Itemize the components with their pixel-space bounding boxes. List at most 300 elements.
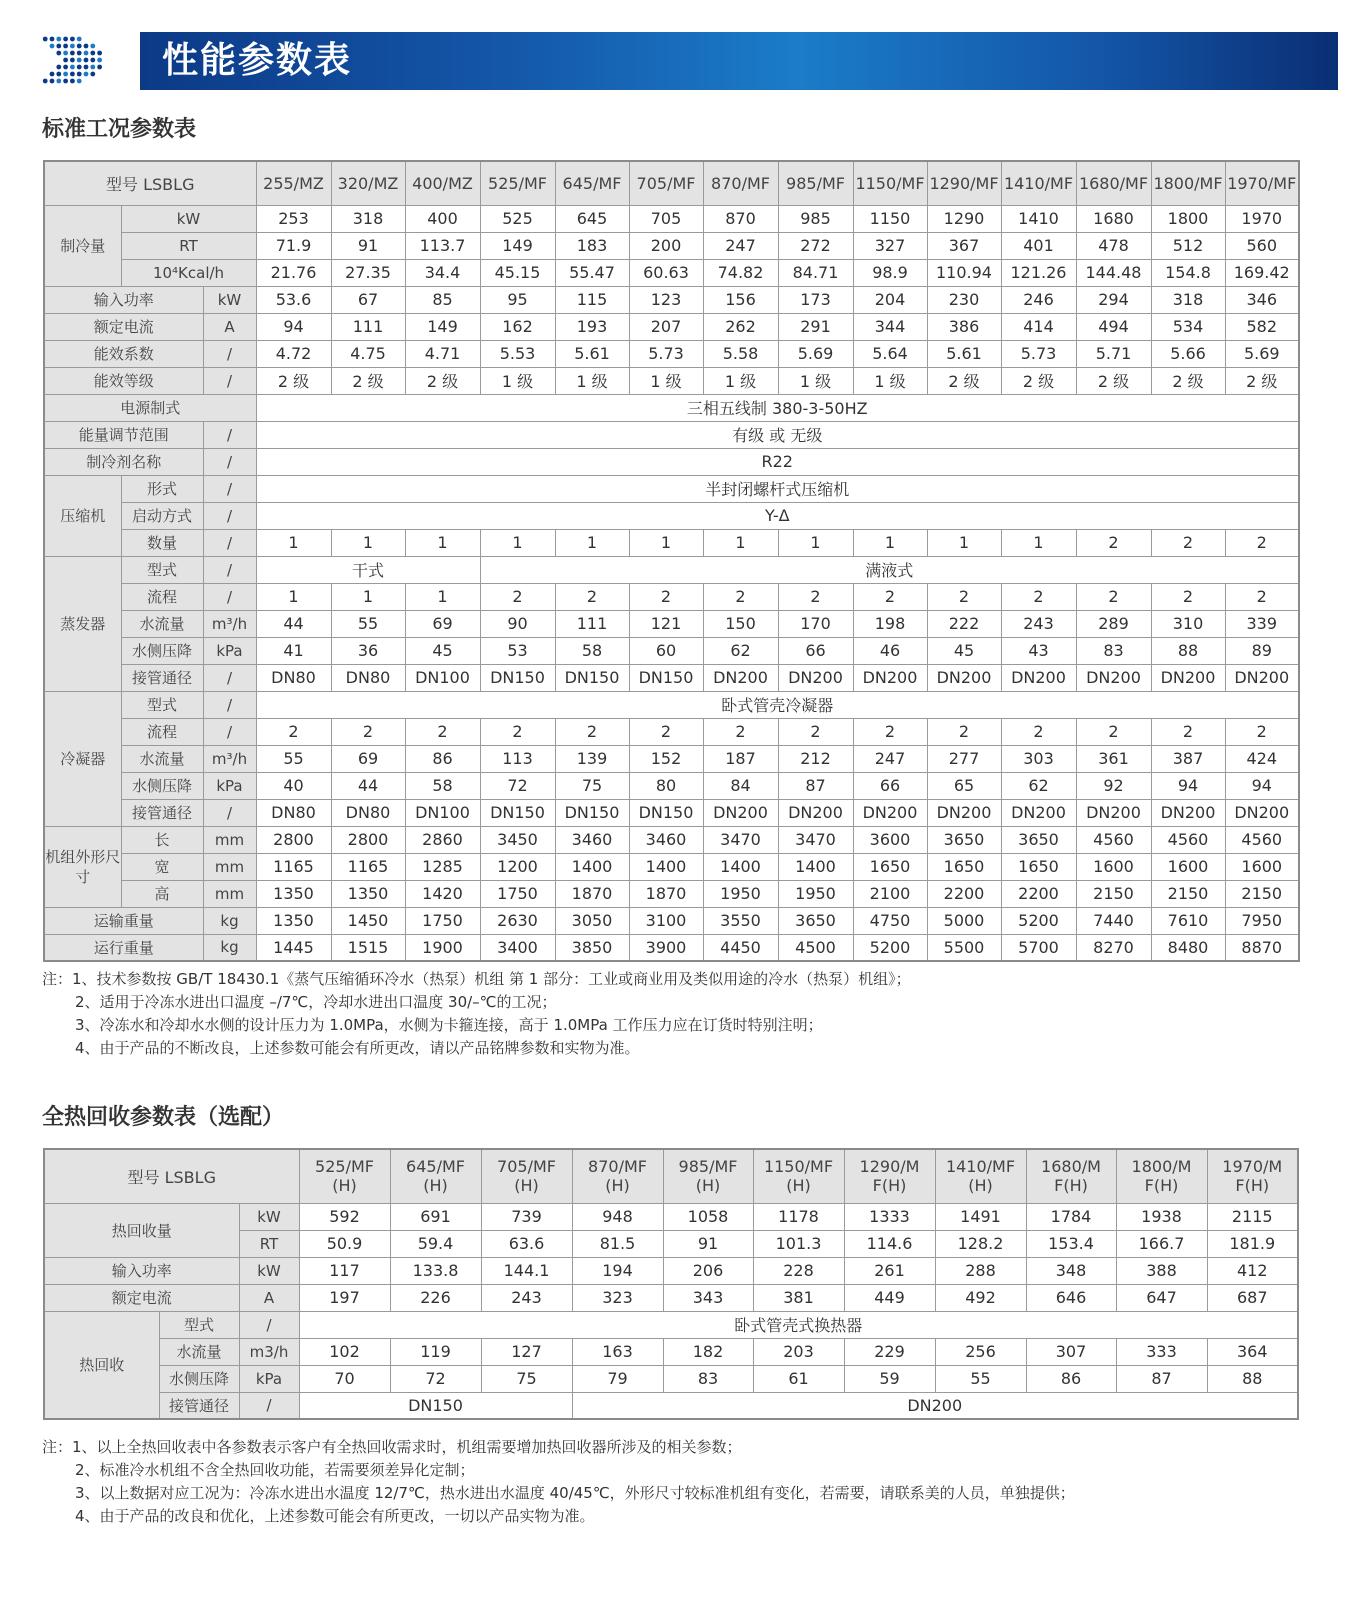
rated-current: 687 (1207, 1284, 1298, 1311)
cooling-kcal: 144.48 (1076, 259, 1151, 286)
compressor-qty: 1 (853, 529, 927, 556)
cop: 5.66 (1151, 340, 1225, 367)
sub-label: 接管通径 (121, 664, 203, 691)
logo-dot (77, 72, 82, 77)
rated-current: 344 (853, 313, 927, 340)
logo-dot (70, 65, 75, 70)
cond-pass: 2 (629, 718, 703, 745)
sub-label: 水侧压降 (159, 1365, 239, 1392)
cooling-kw: 985 (778, 205, 853, 232)
sub-label: 水流量 (121, 745, 203, 772)
shipping-weight: 3100 (629, 907, 703, 934)
shipping-weight: 7440 (1076, 907, 1151, 934)
rated-current: 534 (1151, 313, 1225, 340)
model-header (1207, 1149, 1298, 1203)
model-header (935, 1149, 1026, 1203)
efficiency-grade: 1 级 (853, 367, 927, 394)
logo-dot (63, 51, 68, 56)
cooling-kcal: 27.35 (331, 259, 405, 286)
model-name: 870/MF (588, 1157, 647, 1177)
model-header: 400/MZ (405, 161, 480, 205)
hr-pressure-drop: 87 (1116, 1365, 1207, 1392)
model-name: 1680/M (1041, 1157, 1101, 1177)
model-suffix: F(H) (1054, 1176, 1088, 1196)
cond-drop: 40 (256, 772, 331, 799)
table-row (44, 421, 1299, 448)
cop: 5.58 (703, 340, 778, 367)
cop: 4.71 (405, 340, 480, 367)
cond-flow: 113 (480, 745, 555, 772)
row-label-dimensions: 机组外形尺寸 (44, 826, 121, 907)
evap-pass: 2 (1151, 583, 1225, 610)
sub-label: 接管通径 (159, 1392, 239, 1419)
shipping-weight: 2630 (480, 907, 555, 934)
cond-pipe: DN200 (778, 799, 853, 826)
cooling-kw: 253 (256, 205, 331, 232)
hr-rt: 59.4 (390, 1230, 481, 1257)
logo-dot (97, 58, 102, 63)
cooling-kw: 1800 (1151, 205, 1225, 232)
cooling-kw: 870 (703, 205, 778, 232)
table-row (44, 853, 1299, 880)
table-row (44, 610, 1299, 637)
table-row (44, 286, 1299, 313)
hr-rt: 50.9 (299, 1230, 390, 1257)
logo-dot (50, 44, 55, 49)
note-line: 2、标准冷水机组不含全热回收功能，若需要须差异化定制； (75, 1461, 475, 1479)
dim-height: 1950 (778, 880, 853, 907)
cond-flow: 139 (555, 745, 629, 772)
unit-label: / (203, 556, 256, 583)
evap-pipe: DN200 (1076, 664, 1151, 691)
sub-label: 宽 (121, 853, 203, 880)
model-suffix: F(H) (872, 1176, 907, 1196)
dim-width: 1400 (778, 853, 853, 880)
model-name: 705/MF (497, 1157, 556, 1177)
cond-drop: 44 (331, 772, 405, 799)
evap-pass: 2 (1001, 583, 1076, 610)
efficiency-grade: 2 级 (1225, 367, 1299, 394)
hr-pressure-drop: 61 (753, 1365, 844, 1392)
hr-pressure-drop: 86 (1026, 1365, 1116, 1392)
model-header (1026, 1149, 1116, 1203)
evap-pipe: DN200 (1151, 664, 1225, 691)
model-header: 1150/MF (853, 161, 927, 205)
evap-pass: 2 (555, 583, 629, 610)
unit-label: kPa (203, 772, 256, 799)
rated-current: 111 (331, 313, 405, 340)
model-header (390, 1149, 481, 1203)
dim-height: 2150 (1225, 880, 1299, 907)
table-row (44, 826, 1299, 853)
rated-current: 162 (480, 313, 555, 340)
cond-pass: 2 (1151, 718, 1225, 745)
evap-drop: 89 (1225, 637, 1299, 664)
rated-current: 207 (629, 313, 703, 340)
unit-label: / (203, 718, 256, 745)
cop: 5.61 (555, 340, 629, 367)
dim-length: 3460 (629, 826, 703, 853)
evap-pass: 1 (331, 583, 405, 610)
evap-drop: 88 (1151, 637, 1225, 664)
rated-current: 243 (481, 1284, 572, 1311)
cond-pipe: DN200 (927, 799, 1001, 826)
hr-type: 卧式管壳式换热器 (299, 1311, 1298, 1338)
hr-pipe-b: DN200 (572, 1392, 1298, 1419)
model-suffix: F(H) (1235, 1176, 1270, 1196)
shipping-weight: 5200 (1001, 907, 1076, 934)
logo-dot (97, 51, 102, 56)
model-name: 1970/M (1222, 1157, 1283, 1177)
shipping-weight: 3050 (555, 907, 629, 934)
cond-drop: 87 (778, 772, 853, 799)
evap-pipe: DN200 (703, 664, 778, 691)
rated-current: 381 (753, 1284, 844, 1311)
cop: 5.53 (480, 340, 555, 367)
input-power: 173 (778, 286, 853, 313)
operating-weight: 4500 (778, 934, 853, 961)
evap-pipe: DN200 (778, 664, 853, 691)
evap-pass: 2 (853, 583, 927, 610)
cooling-kw: 1680 (1076, 205, 1151, 232)
dim-length: 3460 (555, 826, 629, 853)
efficiency-grade: 2 级 (1076, 367, 1151, 394)
dim-length: 2800 (256, 826, 331, 853)
evap-flow: 90 (480, 610, 555, 637)
input-power: 348 (1026, 1257, 1116, 1284)
hr-rt: 91 (663, 1230, 753, 1257)
rated-current: 193 (555, 313, 629, 340)
model-suffix: (H) (332, 1176, 357, 1196)
logo-dot (70, 37, 75, 42)
input-power: 144.1 (481, 1257, 572, 1284)
table-row (44, 1392, 1298, 1419)
logo-dot (70, 72, 75, 77)
model-header: 525/MF (480, 161, 555, 205)
dim-length: 3650 (927, 826, 1001, 853)
unit-label: / (203, 583, 256, 610)
table-row (44, 502, 1299, 529)
sub-label: 水侧压降 (121, 637, 203, 664)
cond-pipe: DN150 (629, 799, 703, 826)
cond-pass: 2 (1076, 718, 1151, 745)
logo-dot (84, 72, 89, 77)
table-row (44, 1257, 1298, 1284)
compressor-qty: 1 (331, 529, 405, 556)
evap-drop: 62 (703, 637, 778, 664)
row-label-efficiency-grade: 能效等级 (44, 367, 203, 394)
note-line: 4、由于产品的改良和优化，上述参数可能会有所更改，一切以产品实物为准。 (75, 1507, 595, 1525)
cond-drop: 75 (555, 772, 629, 799)
cooling-kcal: 169.42 (1225, 259, 1299, 286)
model-name: 1800/M (1131, 1157, 1192, 1177)
evap-flow: 243 (1001, 610, 1076, 637)
cooling-kw: 705 (629, 205, 703, 232)
evap-flow: 222 (927, 610, 1001, 637)
rated-current: 582 (1225, 313, 1299, 340)
dim-height: 1350 (256, 880, 331, 907)
input-power: 294 (1076, 286, 1151, 313)
model-name: 1150/MF (763, 1157, 834, 1177)
sub-label: 高 (121, 880, 203, 907)
evap-pipe: DN100 (405, 664, 480, 691)
operating-weight: 5200 (853, 934, 927, 961)
logo-dot (63, 58, 68, 63)
standard-notes (42, 968, 911, 1060)
dim-height: 2200 (927, 880, 1001, 907)
input-power: 288 (935, 1257, 1026, 1284)
cooling-kcal: 60.63 (629, 259, 703, 286)
cond-flow: 424 (1225, 745, 1299, 772)
hr-kw: 691 (390, 1203, 481, 1230)
dim-height: 1950 (703, 880, 778, 907)
dim-width: 1650 (853, 853, 927, 880)
logo-dot (77, 65, 82, 70)
input-power: 133.8 (390, 1257, 481, 1284)
cond-drop: 92 (1076, 772, 1151, 799)
unit-label: m³/h (203, 745, 256, 772)
cooling-rt: 560 (1225, 232, 1299, 259)
hr-pressure-drop: 79 (572, 1365, 663, 1392)
table-row (44, 799, 1299, 826)
evap-flow: 198 (853, 610, 927, 637)
cond-flow: 303 (1001, 745, 1076, 772)
dim-width: 1200 (480, 853, 555, 880)
efficiency-grade: 2 级 (927, 367, 1001, 394)
table-row (44, 556, 1299, 583)
cond-pipe: DN200 (1001, 799, 1076, 826)
cond-type: 卧式管壳冷凝器 (256, 691, 1299, 718)
compressor-qty: 1 (778, 529, 853, 556)
table-row (44, 880, 1299, 907)
sub-label: 数量 (121, 529, 203, 556)
shipping-weight: 1450 (331, 907, 405, 934)
table-row (44, 664, 1299, 691)
cop: 4.72 (256, 340, 331, 367)
dim-height: 2200 (1001, 880, 1076, 907)
cooling-kcal: 98.9 (853, 259, 927, 286)
efficiency-grade: 1 级 (629, 367, 703, 394)
note-line: 2、适用于冷冻水进出口温度 –/7℃，冷却水进出口温度 30/–℃的工况； (75, 993, 557, 1011)
model-suffix: (H) (423, 1176, 448, 1196)
hr-water-flow: 163 (572, 1338, 663, 1365)
unit-label: RT (121, 232, 256, 259)
cooling-kw: 1970 (1225, 205, 1299, 232)
operating-weight: 4450 (703, 934, 778, 961)
input-power: 123 (629, 286, 703, 313)
cond-pipe: DN200 (703, 799, 778, 826)
cooling-rt: 401 (1001, 232, 1076, 259)
unit-label: / (203, 664, 256, 691)
model-header: 985/MF (778, 161, 853, 205)
input-power: 388 (1116, 1257, 1207, 1284)
logo-dot (63, 37, 68, 42)
hr-water-flow: 364 (1207, 1338, 1298, 1365)
input-power: 194 (572, 1257, 663, 1284)
sub-label: 长 (121, 826, 203, 853)
dim-height: 2150 (1151, 880, 1225, 907)
logo-dot (70, 58, 75, 63)
evap-drop: 53 (480, 637, 555, 664)
dim-width: 1600 (1076, 853, 1151, 880)
evap-drop: 46 (853, 637, 927, 664)
model-header: 645/MF (555, 161, 629, 205)
model-header: 1290/MF (927, 161, 1001, 205)
unit-label: kPa (239, 1365, 299, 1392)
cooling-kcal: 21.76 (256, 259, 331, 286)
row-label-compressor: 压缩机 (44, 475, 121, 556)
cond-drop: 94 (1225, 772, 1299, 799)
rated-current: 647 (1116, 1284, 1207, 1311)
cooling-kw: 525 (480, 205, 555, 232)
model-header (663, 1149, 753, 1203)
hr-kw: 2115 (1207, 1203, 1298, 1230)
cooling-rt: 113.7 (405, 232, 480, 259)
evap-drop: 45 (405, 637, 480, 664)
cond-pass: 2 (331, 718, 405, 745)
operating-weight: 3900 (629, 934, 703, 961)
cooling-kw: 645 (555, 205, 629, 232)
cond-flow: 247 (853, 745, 927, 772)
unit-label: / (239, 1311, 299, 1338)
evap-drop: 36 (331, 637, 405, 664)
evap-pipe: DN150 (629, 664, 703, 691)
logo-dot (63, 72, 68, 77)
logo-dot (70, 51, 75, 56)
hr-rt: 166.7 (1116, 1230, 1207, 1257)
logo-dot (56, 37, 61, 42)
rated-current: 291 (778, 313, 853, 340)
row-label-capacity-range: 能量调节范围 (44, 421, 203, 448)
model-suffix: (H) (968, 1176, 993, 1196)
table-row (44, 448, 1299, 475)
cooling-rt: 478 (1076, 232, 1151, 259)
model-header: 1680/MF (1076, 161, 1151, 205)
section-title-heat-recovery: 全热回收参数表（选配） (42, 1105, 285, 1130)
cooling-kw: 1410 (1001, 205, 1076, 232)
cond-pipe: DN80 (256, 799, 331, 826)
shipping-weight: 7950 (1225, 907, 1299, 934)
shipping-weight: 5000 (927, 907, 1001, 934)
evap-pass: 2 (1076, 583, 1151, 610)
hr-kw: 1333 (844, 1203, 935, 1230)
table-row (44, 367, 1299, 394)
cop: 5.69 (778, 340, 853, 367)
logo-dot (90, 51, 95, 56)
efficiency-grade: 1 级 (703, 367, 778, 394)
model-header: 1970/MF (1225, 161, 1299, 205)
dim-width: 1650 (927, 853, 1001, 880)
cooling-rt: 91 (331, 232, 405, 259)
unit-label: mm (203, 826, 256, 853)
hr-rt: 101.3 (753, 1230, 844, 1257)
power-supply-value: 三相五线制 380-3-50HZ (256, 394, 1299, 421)
dim-height: 1750 (480, 880, 555, 907)
cond-pass: 2 (256, 718, 331, 745)
logo-dot (90, 44, 95, 49)
evap-flow: 111 (555, 610, 629, 637)
cooling-kcal: 121.26 (1001, 259, 1076, 286)
hr-kw: 592 (299, 1203, 390, 1230)
evap-pipe: DN80 (331, 664, 405, 691)
cond-flow: 187 (703, 745, 778, 772)
logo-dot (70, 79, 75, 84)
cond-flow: 212 (778, 745, 853, 772)
logo-dot (77, 58, 82, 63)
dim-length: 3450 (480, 826, 555, 853)
model-header: 1800/MF (1151, 161, 1225, 205)
evap-flow: 121 (629, 610, 703, 637)
cooling-rt: 272 (778, 232, 853, 259)
shipping-weight: 1750 (405, 907, 480, 934)
cooling-rt: 327 (853, 232, 927, 259)
logo-dot (63, 44, 68, 49)
model-suffix: (H) (786, 1176, 811, 1196)
hr-pressure-drop: 83 (663, 1365, 753, 1392)
unit-label: A (203, 313, 256, 340)
evap-pipe: DN200 (927, 664, 1001, 691)
dim-width: 1165 (256, 853, 331, 880)
hr-pipe-a: DN150 (299, 1392, 572, 1419)
logo-dot (90, 65, 95, 70)
unit-label: / (203, 421, 256, 448)
logo-dot (90, 72, 95, 77)
cond-drop: 65 (927, 772, 1001, 799)
cond-drop: 84 (703, 772, 778, 799)
sub-label: 流程 (121, 583, 203, 610)
operating-weight: 1445 (256, 934, 331, 961)
cond-pipe: DN150 (555, 799, 629, 826)
logo-dot (56, 72, 61, 77)
hr-kw: 948 (572, 1203, 663, 1230)
model-suffix: (H) (514, 1176, 539, 1196)
evap-pass: 2 (1225, 583, 1299, 610)
cooling-rt: 367 (927, 232, 1001, 259)
cooling-kcal: 34.4 (405, 259, 480, 286)
table-row (44, 161, 1299, 205)
hr-pressure-drop: 55 (935, 1365, 1026, 1392)
table-row (44, 637, 1299, 664)
cooling-rt: 149 (480, 232, 555, 259)
sub-label: 水流量 (121, 610, 203, 637)
logo-dot (56, 51, 61, 56)
row-label-rated-current: 额定电流 (44, 1284, 239, 1311)
sub-label: 形式 (121, 475, 203, 502)
evap-flow: 44 (256, 610, 331, 637)
rated-current: 414 (1001, 313, 1076, 340)
logo-dot (70, 44, 75, 49)
cond-pipe: DN200 (853, 799, 927, 826)
table-row (44, 772, 1299, 799)
section-title-standard: 标准工况参数表 (42, 117, 197, 142)
cond-pass: 2 (927, 718, 1001, 745)
unit-label: kW (239, 1257, 299, 1284)
row-label-heat-recovery: 热回收 (44, 1311, 159, 1419)
input-power: 115 (555, 286, 629, 313)
efficiency-grade: 2 级 (1001, 367, 1076, 394)
row-label-rated-current: 额定电流 (44, 313, 203, 340)
sub-label: 接管通径 (121, 799, 203, 826)
cond-pass: 2 (1001, 718, 1076, 745)
evap-flow: 150 (703, 610, 778, 637)
unit-label: / (203, 529, 256, 556)
input-power: 117 (299, 1257, 390, 1284)
cooling-rt: 247 (703, 232, 778, 259)
cond-drop: 94 (1151, 772, 1225, 799)
unit-label: / (203, 475, 256, 502)
evap-pipe: DN200 (1001, 664, 1076, 691)
hr-kw: 1058 (663, 1203, 753, 1230)
